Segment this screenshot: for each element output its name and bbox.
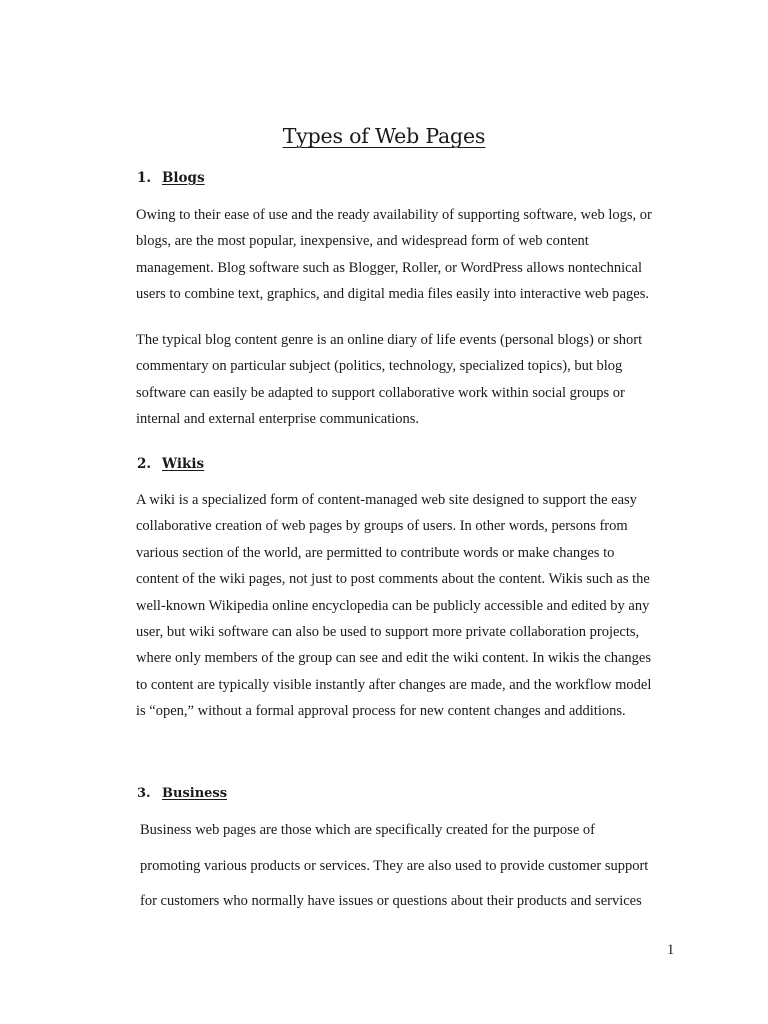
section-number: 1.	[137, 170, 152, 186]
page-title: Types of Web Pages	[282, 124, 486, 148]
text-line: software can easily be adapted to support collaborative work within social groups or	[136, 384, 625, 401]
section-title: Blogs	[162, 170, 205, 186]
text-line: collaborative creation of web pages by groups of users. In other words, persons from	[136, 518, 628, 535]
text-line: A wiki is a specialized form of content-managed web site designed to support the easy	[136, 492, 637, 508]
text-line: promoting various products or services. They are also used to provide customer support	[140, 857, 649, 874]
blogs-paragraph-1	[136, 202, 696, 308]
text-line: management. Blog software such as Blogger, Roller, or WordPress allows nontechnical	[136, 259, 642, 276]
text-line: Business web pages are those which are specifically created for the purpose of	[140, 822, 595, 838]
text-line: content of the wiki pages, not just to post comments about the content. Wikis such as the	[136, 571, 650, 588]
text-line: users to combine text, graphics, and digital media files easily into interactive web pages.	[136, 286, 649, 303]
section-heading-business	[137, 786, 227, 801]
blogs-paragraph-2	[136, 327, 696, 433]
text-line: The typical blog content genre is an online diary of life events (personal blogs) or short	[136, 332, 643, 348]
wikis-paragraph	[136, 487, 696, 725]
section-heading-blogs	[137, 170, 205, 186]
text-line: Owing to their ease of use and the ready availability of supporting software, web logs, or	[136, 207, 652, 223]
text-line: user, but wiki software can also be used to support more private collaboration projects,	[136, 624, 640, 641]
text-line: is “open,” without a formal approval process for new content changes and additions.	[136, 703, 626, 720]
text-line: commentary on particular subject (politics, technology, specialized topics), but blog	[136, 358, 623, 375]
section-number: 3.	[137, 786, 151, 801]
section-title: Wikis	[162, 456, 205, 472]
text-line: for customers who normally have issues or questions about their products and services	[140, 893, 642, 909]
text-line: to content are typically visible instantly after changes are made, and the workflow model	[136, 676, 652, 693]
page-number: 1	[667, 942, 675, 958]
text-line: internal and external enterprise communications.	[136, 411, 420, 428]
text-line: well-known Wikipedia online encyclopedia can be publicly accessible and edited by any	[136, 597, 650, 614]
section-title: Business	[162, 786, 228, 801]
text-line: various section of the world, are permitted to contribute words or make changes to	[136, 544, 615, 561]
text-line: blogs, are the most popular, inexpensive, and widespread form of web content	[136, 233, 589, 250]
business-paragraph	[140, 813, 700, 920]
section-heading-wikis	[137, 456, 204, 472]
text-line: where only members of the group can see and edit the wiki content. In wikis the changes	[136, 650, 651, 667]
section-number: 2.	[137, 456, 152, 472]
